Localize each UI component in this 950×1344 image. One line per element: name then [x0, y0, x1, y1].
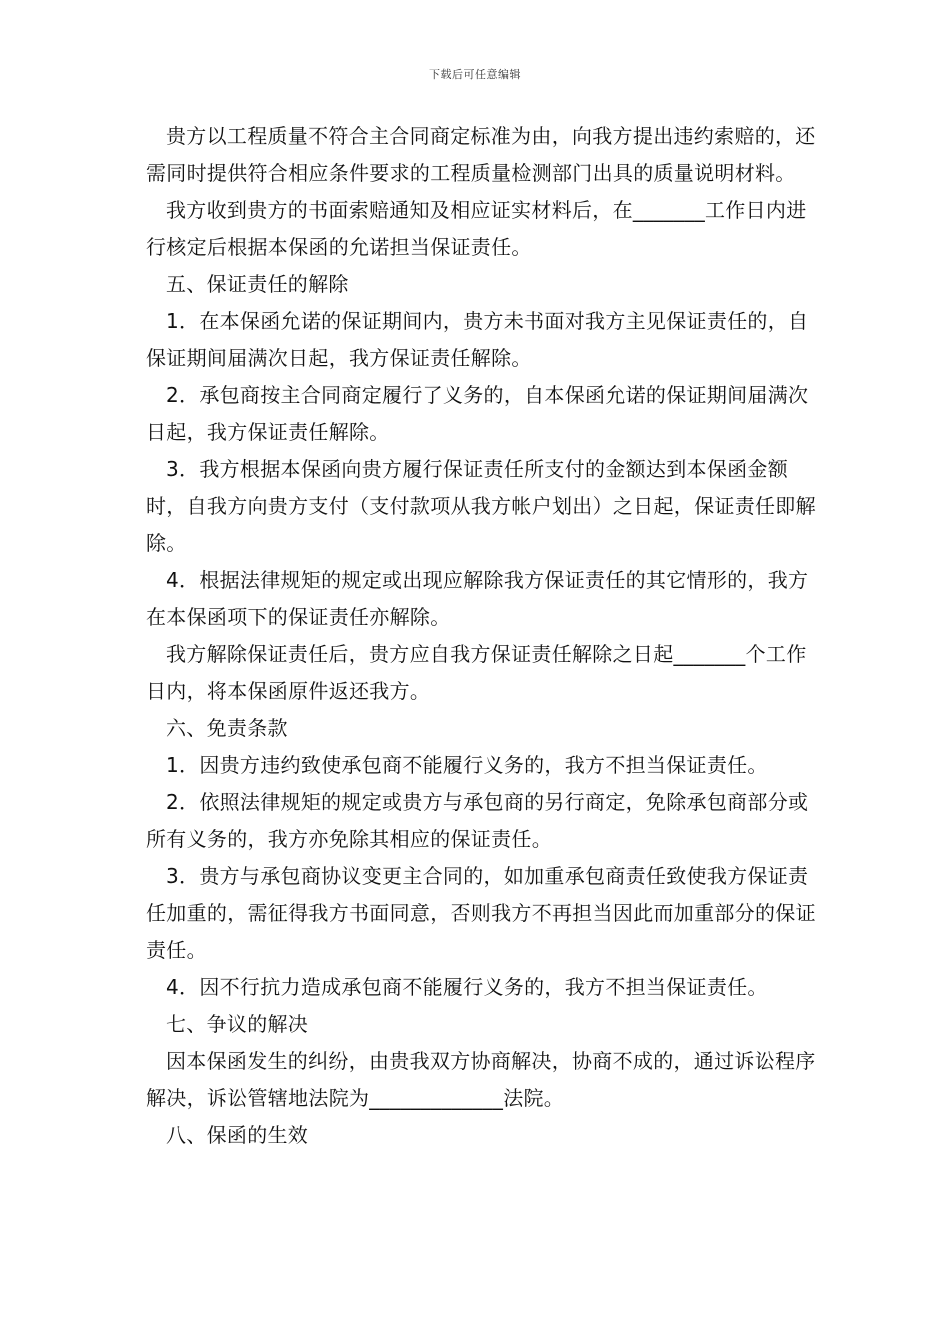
section-heading-release: 五、保证责任的解除 [166, 272, 349, 296]
document-body [146, 118, 826, 1154]
paragraph-claim-verification: 我方收到贵方的书面索赔通知及相应证实材料后，在_______工作日内进行核定后根据本保函的允诺担当保证责任。 [146, 198, 807, 259]
list-item-release-3: 3．我方根据本保函向贵方履行保证责任所支付的金额达到本保函金额时，自我方向贵方支付（支付款项从我方帐户划出）之日起，保证责任即解除。 [146, 457, 816, 555]
section-heading-dispute: 七、争议的解决 [166, 1012, 309, 1036]
list-item-release-4: 4．根据法律规矩的规定或出现应解除我方保证责任的其它情形的，我方在本保函项下的保证责任亦解除。 [146, 568, 809, 629]
list-item-release-1: 1．在本保函允诺的保证期间内，贵方未书面对我方主见保证责任的，自保证期间届满次日起，我方保证责任解除。 [146, 309, 809, 370]
paragraph-claim-quality: 贵方以工程质量不符合主合同商定标准为由，向我方提出违约索赔的，还需同时提供符合相应条件要求的工程质量检测部门出具的质量说明材料。 [146, 124, 816, 185]
paragraph-dispute-resolution: 因本保函发生的纠纷，由贵我双方协商解决，协商不成的，通过诉讼程序解决，诉讼管辖地法院为_____________法院。 [146, 1049, 816, 1110]
list-item-release-2: 2．承包商按主合同商定履行了义务的，自本保函允诺的保证期间届满次日起，我方保证责任解除。 [146, 383, 809, 444]
paragraph-return-original: 我方解除保证责任后，贵方应自我方保证责任解除之日起_______个工作日内，将本保函原件返还我方。 [146, 642, 807, 703]
section-heading-exemption: 六、免责条款 [166, 716, 288, 740]
list-item-exemption-2: 2．依照法律规矩的规定或贵方与承包商的另行商定，免除承包商部分或所有义务的，我方亦免除其相应的保证责任。 [146, 790, 809, 851]
list-item-exemption-3: 3．贵方与承包商协议变更主合同的，如加重承包商责任致使我方保证责任加重的，需征得我方书面同意，否则我方不再担当因此而加重部分的保证责任。 [146, 864, 816, 962]
section-heading-effectiveness: 八、保函的生效 [166, 1123, 309, 1147]
list-item-exemption-1: 1．因贵方违约致使承包商不能履行义务的，我方不担当保证责任。 [166, 753, 768, 777]
list-item-exemption-4: 4．因不行抗力造成承包商不能履行义务的，我方不担当保证责任。 [166, 975, 768, 999]
header-note: 下载后可任意编辑 [429, 68, 521, 81]
